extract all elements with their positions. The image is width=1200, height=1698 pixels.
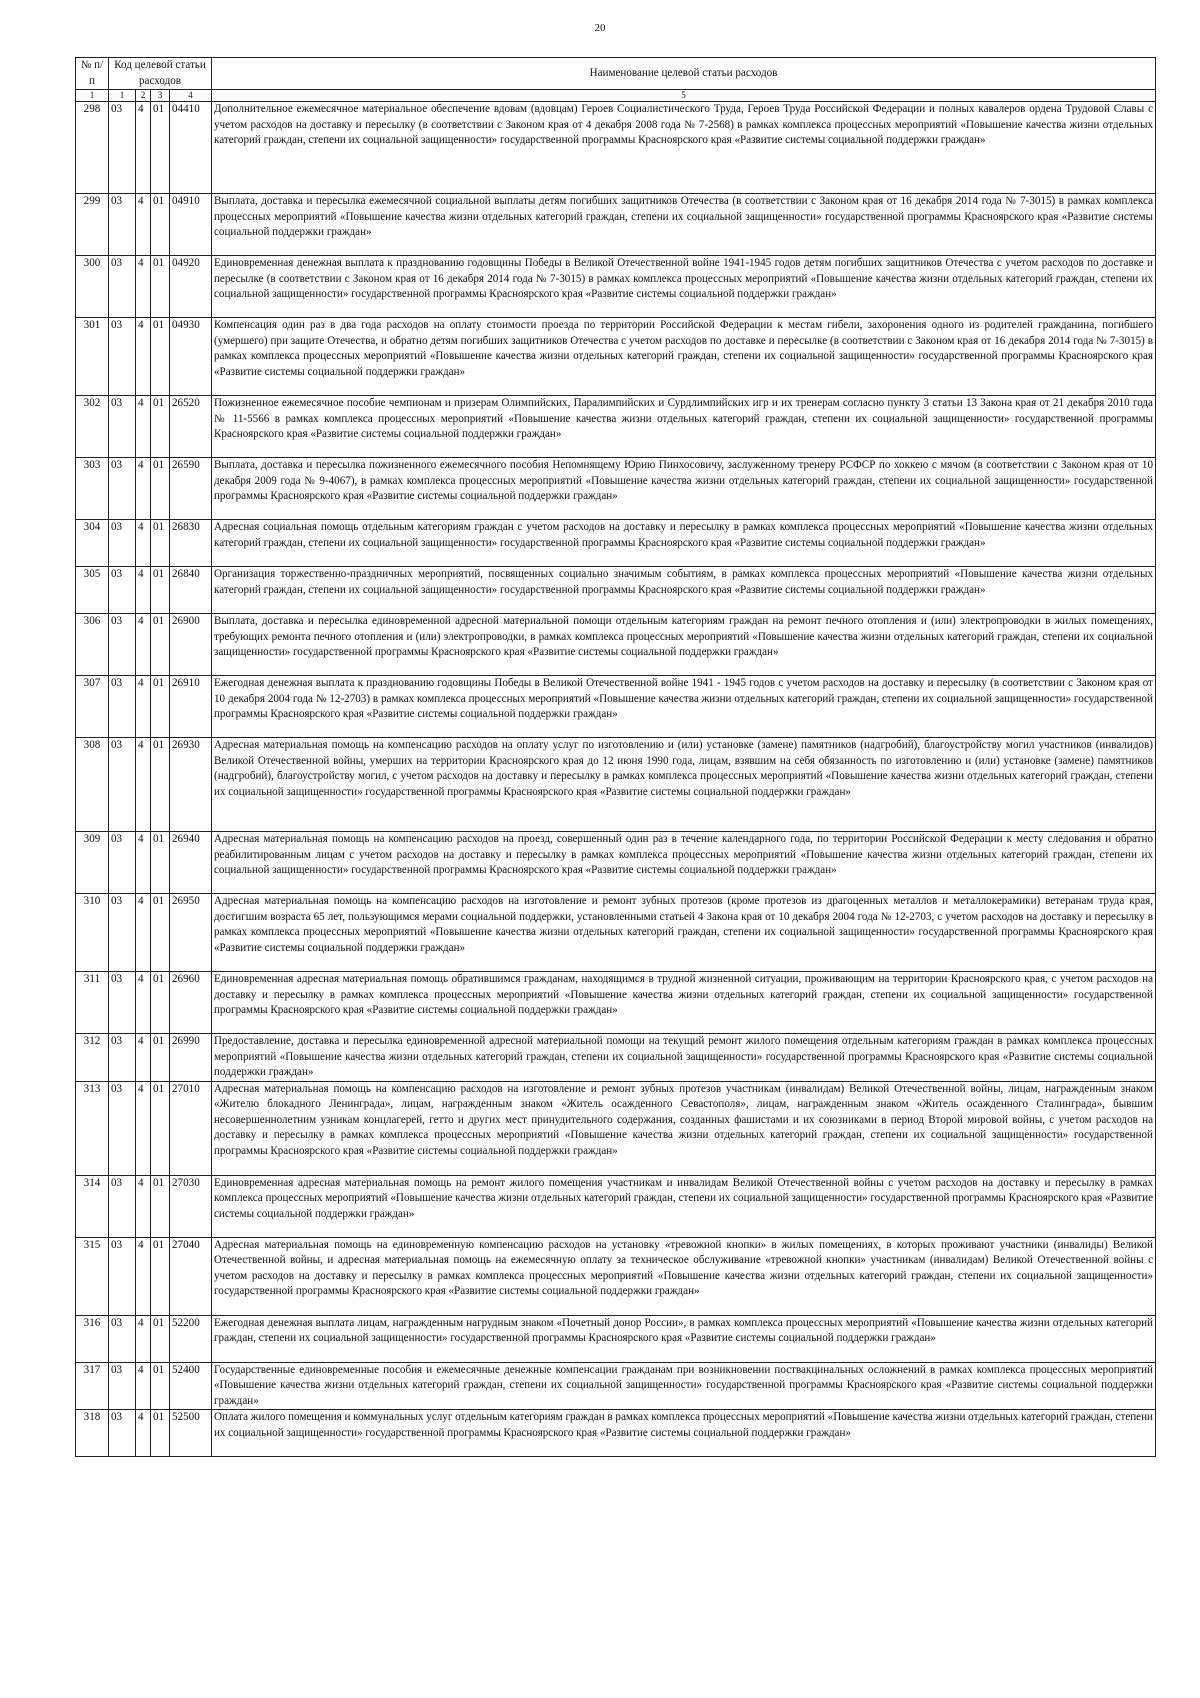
code-subprogram: 4	[136, 458, 151, 520]
code-complex: 01	[151, 194, 170, 256]
row-number: 318	[76, 1410, 109, 1457]
code-subprogram: 4	[136, 894, 151, 972]
table-row	[76, 894, 1156, 972]
table-row	[76, 738, 1156, 832]
table-row	[76, 1237, 1156, 1315]
code-complex: 01	[151, 832, 170, 894]
code-direction: 26900	[170, 614, 212, 676]
article-name: Государственные единовременные пособия и ежемесячные денежные компенсации гражданам при возникновении поствакцинальных осложнений в рамках комплекса процессных мероприятий «Повышение качества жизни отдельных категорий граждан, степени их социальной защищенности» государственной программы Красноярского края «Развитие системы социальной поддержки граждан»	[212, 1362, 1156, 1410]
column-number: 5	[212, 90, 1156, 102]
code-complex: 01	[151, 396, 170, 458]
row-number: 312	[76, 1034, 109, 1082]
article-name: Адресная материальная помощь на компенсацию расходов на изготовление и ремонт зубных протезов участникам (инвалидам) Великой Отечественной войны, лицам, награжденным знаком «Жителю блокадного Ленинграда», лицам, награжденным знаком «Житель осажденного Севастополя», лицам, награжденным знаком «Житель осажденного Сталинграда», бывшим несовершеннолетним узникам концлагерей, гетто и других мест принудительного содержания, созданных фашистами и их союзниками в период Второй мировой войны, с учетом расходов на доставку и пересылку в рамках комплекса процессных мероприятий «Повышение качества жизни отдельных категорий граждан, степени их социальной защищенности» государственной программы Красноярского края «Развитие системы социальной поддержки граждан»	[212, 1081, 1156, 1175]
row-number: 300	[76, 256, 109, 318]
code-subprogram: 4	[136, 520, 151, 567]
code-program: 03	[109, 1175, 136, 1237]
code-subprogram: 4	[136, 102, 151, 194]
row-number: 316	[76, 1315, 109, 1362]
code-direction: 52400	[170, 1362, 212, 1410]
code-program: 03	[109, 614, 136, 676]
row-number: 303	[76, 458, 109, 520]
code-program: 03	[109, 318, 136, 396]
code-direction: 26940	[170, 832, 212, 894]
article-name: Предоставление, доставка и пересылка единовременной адресной материальной помощи на текущий ремонт жилого помещения отдельным категориям граждан в рамках комплекса процессных мероприятий «Повышение качества жизни отдельных категорий граждан, степени их социальной защищенности» государственной программы Красноярского края «Развитие системы социальной поддержки граждан»	[212, 1034, 1156, 1082]
code-direction: 26930	[170, 738, 212, 832]
column-number: 1	[109, 90, 136, 102]
code-complex: 01	[151, 972, 170, 1034]
article-name: Пожизненное ежемесячное пособие чемпионам и призерам Олимпийских, Паралимпийских и Сурдлимпийских игр и их тренерам согласно пункту 3 статьи 13 Закона края от 21 декабря 2010 года № 11-5566 в рамках комплекса процессных мероприятий «Повышение качества жизни отдельных категорий граждан, степени их социальной защищенности» государственной программы Красноярского края «Развитие системы социальной поддержки граждан»	[212, 396, 1156, 458]
row-number: 317	[76, 1362, 109, 1410]
code-complex: 01	[151, 520, 170, 567]
article-name: Оплата жилого помещения и коммунальных услуг отдельным категориям граждан в рамках комплекса процессных мероприятий «Повышение качества жизни отдельных категорий граждан, степени их социальной защищенности» государственной программы Красноярского края «Развитие системы социальной поддержки граждан»	[212, 1410, 1156, 1457]
row-number: 309	[76, 832, 109, 894]
table-row	[76, 1081, 1156, 1175]
code-complex: 01	[151, 614, 170, 676]
article-name: Ежегодная денежная выплата к празднованию годовщины Победы в Великой Отечественной войне 1941 - 1945 годов с учетом расходов на доставку и пересылку (в соответствии с Законом края от 10 декабря 2004 года № 12-2703) в рамках комплекса процессных мероприятий «Повышение качества жизни отдельных категорий граждан, степени их социальной защищенности» государственной программы Красноярского края «Развитие системы социальной поддержки граждан»	[212, 676, 1156, 738]
table-row	[76, 396, 1156, 458]
code-subprogram: 4	[136, 676, 151, 738]
code-subprogram: 4	[136, 567, 151, 614]
code-direction: 27010	[170, 1081, 212, 1175]
code-subprogram: 4	[136, 1237, 151, 1315]
code-program: 03	[109, 1237, 136, 1315]
row-number: 307	[76, 676, 109, 738]
row-number: 298	[76, 102, 109, 194]
article-name: Адресная материальная помощь на компенсацию расходов на оплату услуг по изготовлению и (или) установке (замене) памятников (надгробий), благоустройству могил участников (инвалидов) Великой Отечественной войны, умерших на территории Красноярского края до 12 июня 1990 года, лицам, взявшим на себя обязанность по изготовлению и (или) установке (замене) памятников (надгробий), благоустройству могил, с учетом расходов на доставку и пересылку в рамках комплекса процессных мероприятий «Повышение качества жизни отдельных категорий граждан, степени их социальной защищенности» государственной программы Красноярского края «Развитие системы социальной поддержки граждан»	[212, 738, 1156, 832]
code-program: 03	[109, 458, 136, 520]
article-name: Адресная социальная помощь отдельным категориям граждан с учетом расходов на доставку и пересылку в рамках комплекса процессных мероприятий «Повышение качества жизни отдельных категорий граждан, степени их социальной защищенности» государственной программы Красноярского края «Развитие системы социальной поддержки граждан»	[212, 520, 1156, 567]
code-subprogram: 4	[136, 396, 151, 458]
table-row	[76, 1034, 1156, 1082]
row-number: 306	[76, 614, 109, 676]
row-number: 308	[76, 738, 109, 832]
code-program: 03	[109, 832, 136, 894]
code-program: 03	[109, 1410, 136, 1457]
table-row	[76, 567, 1156, 614]
table-row	[76, 614, 1156, 676]
code-subprogram: 4	[136, 832, 151, 894]
code-direction: 26590	[170, 458, 212, 520]
row-number: 313	[76, 1081, 109, 1175]
code-direction: 26830	[170, 520, 212, 567]
code-program: 03	[109, 520, 136, 567]
header-name: Наименование целевой статьи расходов	[212, 58, 1156, 90]
code-subprogram: 4	[136, 1081, 151, 1175]
code-program: 03	[109, 1315, 136, 1362]
article-name: Адресная материальная помощь на компенсацию расходов на изготовление и ремонт зубных протезов (кроме протезов из драгоценных металлов и металлокерамики) ветеранам труда края, достигшим возраста 65 лет, пользующимся мерами социальной поддержки, установленными статьей 4 Закона края от 10 декабря 2004 года № 12-2703, с учетом расходов на доставку и пересылку в рамках комплекса процессных мероприятий «Повышение качества жизни отдельных категорий граждан, степени их социальной защищенности» государственной программы Красноярского края «Развитие системы социальной поддержки граждан»	[212, 894, 1156, 972]
code-complex: 01	[151, 1081, 170, 1175]
code-direction: 26990	[170, 1034, 212, 1082]
code-direction: 04410	[170, 102, 212, 194]
code-complex: 01	[151, 567, 170, 614]
header-num: № п/п	[76, 58, 109, 90]
article-name: Выплата, доставка и пересылка пожизненного ежемесячного пособия Непомнящему Юрию Пинхосовичу, заслуженному тренеру РСФСР по хоккею с мячом (в соответствии с Законом края от 10 декабря 2009 года № 9-4067), в рамках комплекса процессных мероприятий «Повышение качества жизни отдельных категорий граждан, степени их социальной защищенности» государственной программы Красноярского края «Развитие системы социальной поддержки граждан»	[212, 458, 1156, 520]
article-name: Компенсация один раз в два года расходов на оплату стоимости проезда по территории Российской Федерации к местам гибели, захоронения одного из родителей гражданина, погибшего (умершего) при защите Отечества, и обратно детям погибших защитников Отечества с учетом расходов по доставке и пересылке (в соответствии с Законом края от 16 декабря 2014 года № 7-3015) в рамках комплекса процессных мероприятий «Повышение качества жизни отдельных категорий граждан, степени их социальной защищенности» государственной программы Красноярского края «Развитие системы социальной поддержки граждан»	[212, 318, 1156, 396]
article-name: Единовременная адресная материальная помощь на ремонт жилого помещения участникам и инвалидам Великой Отечественной войны с учетом расходов на доставку и пересылку в рамках комплекса процессных мероприятий «Повышение качества жизни отдельных категорий граждан, степени их социальной защищенности» государственной программы Красноярского края «Развитие системы социальной поддержки граждан»	[212, 1175, 1156, 1237]
row-number: 302	[76, 396, 109, 458]
column-number: 2	[136, 90, 151, 102]
code-program: 03	[109, 738, 136, 832]
budget-table	[75, 57, 1156, 1457]
code-direction: 04930	[170, 318, 212, 396]
code-subprogram: 4	[136, 1315, 151, 1362]
code-program: 03	[109, 396, 136, 458]
page-number: 20	[594, 22, 606, 34]
code-program: 03	[109, 102, 136, 194]
code-program: 03	[109, 676, 136, 738]
code-complex: 01	[151, 1315, 170, 1362]
code-subprogram: 4	[136, 256, 151, 318]
code-direction: 04920	[170, 256, 212, 318]
column-number: 1	[76, 90, 109, 102]
code-subprogram: 4	[136, 1362, 151, 1410]
row-number: 310	[76, 894, 109, 972]
code-subprogram: 4	[136, 972, 151, 1034]
header-code: Код целевой статьи расходов	[109, 58, 212, 90]
row-number: 299	[76, 194, 109, 256]
code-direction: 26950	[170, 894, 212, 972]
table-row	[76, 458, 1156, 520]
code-complex: 01	[151, 1362, 170, 1410]
code-complex: 01	[151, 102, 170, 194]
code-complex: 01	[151, 1034, 170, 1082]
row-number: 314	[76, 1175, 109, 1237]
code-complex: 01	[151, 256, 170, 318]
code-direction: 26910	[170, 676, 212, 738]
article-name: Единовременная денежная выплата к празднованию годовщины Победы в Великой Отечественной войне 1941-1945 годов детям погибших защитников Отечества с учетом расходов по доставке и пересылке (в соответствии с Законом края от 16 декабря 2014 года № 7-3015) в рамках комплекса процессных мероприятий «Повышение качества жизни отдельных категорий граждан, степени их социальной защищенности» государственной программы Красноярского края «Развитие системы социальной поддержки граждан»	[212, 256, 1156, 318]
code-direction: 04910	[170, 194, 212, 256]
article-name: Адресная материальная помощь на компенсацию расходов на проезд, совершенный один раз в течение календарного года, по территории Российской Федерации к месту следования и обратно реабилитированным лицам с учетом расходов на доставку и пересылку в рамках комплекса процессных мероприятий «Повышение качества жизни отдельных категорий граждан, степени их социальной защищенности» государственной программы Красноярского края «Развитие системы социальной поддержки граждан»	[212, 832, 1156, 894]
table-row	[76, 1175, 1156, 1237]
code-program: 03	[109, 894, 136, 972]
code-complex: 01	[151, 1175, 170, 1237]
table-row	[76, 832, 1156, 894]
table-row	[76, 1410, 1156, 1457]
code-complex: 01	[151, 318, 170, 396]
table-row	[76, 676, 1156, 738]
code-program: 03	[109, 567, 136, 614]
column-number: 3	[151, 90, 170, 102]
article-name: Организация торжественно-праздничных мероприятий, посвященных социально значимым событиям, в рамках комплекса процессных мероприятий «Повышение качества жизни отдельных категорий граждан, степени их социальной защищенности» государственной программы Красноярского края «Развитие системы социальной поддержки граждан»	[212, 567, 1156, 614]
code-direction: 52200	[170, 1315, 212, 1362]
row-number: 301	[76, 318, 109, 396]
row-number: 304	[76, 520, 109, 567]
code-complex: 01	[151, 458, 170, 520]
code-complex: 01	[151, 738, 170, 832]
table-row	[76, 256, 1156, 318]
code-complex: 01	[151, 1237, 170, 1315]
code-program: 03	[109, 1081, 136, 1175]
article-name: Выплата, доставка и пересылка ежемесячной социальной выплаты детям погибших защитников Отечества (в соответствии с Законом края от 16 декабря 2014 года № 7-3015) в рамках комплекса процессных мероприятий «Повышение качества жизни отдельных категорий граждан, степени их социальной защищенности» государственной программы Красноярского края «Развитие системы социальной поддержки граждан»	[212, 194, 1156, 256]
code-subprogram: 4	[136, 1175, 151, 1237]
code-direction: 27030	[170, 1175, 212, 1237]
code-program: 03	[109, 194, 136, 256]
row-number: 305	[76, 567, 109, 614]
code-direction: 52500	[170, 1410, 212, 1457]
article-name: Адресная материальная помощь на единовременную компенсацию расходов на установку «тревожной кнопки» в жилых помещениях, в которых проживают участники (инвалиды) Великой Отечественной войны, и адресная материальная помощь на ежемесячную оплату за техническое обслуживание «тревожной кнопки» участникам (инвалидам) Великой Отечественной войны с учетом расходов на доставку и пересылку в рамках комплекса процессных мероприятий «Повышение качества жизни отдельных категорий граждан, степени их социальной защищенности» государственной программы Красноярского края «Развитие системы социальной поддержки граждан»	[212, 1237, 1156, 1315]
article-name: Ежегодная денежная выплата лицам, награжденным нагрудным знаком «Почетный донор России», в рамках комплекса процессных мероприятий «Повышение качества жизни отдельных категорий граждан, степени их социальной защищенности» государственной программы Красноярского края «Развитие системы социальной поддержки граждан»	[212, 1315, 1156, 1362]
code-subprogram: 4	[136, 1034, 151, 1082]
table-row	[76, 1315, 1156, 1362]
code-direction: 26840	[170, 567, 212, 614]
code-complex: 01	[151, 676, 170, 738]
code-subprogram: 4	[136, 738, 151, 832]
code-program: 03	[109, 1034, 136, 1082]
article-name: Единовременная адресная материальная помощь обратившимся гражданам, находящимся в трудной жизненной ситуации, проживающим на территории Красноярского края, с учетом расходов на доставку и пересылку в рамках комплекса процессных мероприятий «Повышение качества жизни отдельных категорий граждан, степени их социальной защищенности» государственной программы Красноярского края «Развитие системы социальной поддержки граждан»	[212, 972, 1156, 1034]
code-complex: 01	[151, 1410, 170, 1457]
code-program: 03	[109, 1362, 136, 1410]
table-row	[76, 102, 1156, 194]
code-direction: 26520	[170, 396, 212, 458]
table-row	[76, 318, 1156, 396]
code-program: 03	[109, 972, 136, 1034]
table-row	[76, 520, 1156, 567]
code-subprogram: 4	[136, 1410, 151, 1457]
code-direction: 27040	[170, 1237, 212, 1315]
table-body	[76, 102, 1156, 1457]
table-row	[76, 972, 1156, 1034]
article-name: Выплата, доставка и пересылка единовременной адресной материальной помощи отдельным категориям граждан на ремонт печного отопления и (или) электропроводки в жилых помещениях, требующих ремонта печного отопления и (или) электропроводки, в рамках комплекса процессных мероприятий «Повышение качества жизни отдельных категорий граждан, степени их социальной защищенности» государственной программы Красноярского края «Развитие системы социальной поддержки граждан»	[212, 614, 1156, 676]
row-number: 315	[76, 1237, 109, 1315]
column-number: 4	[170, 90, 212, 102]
article-name: Дополнительное ежемесячное материальное обеспечение вдовам (вдовцам) Героев Социалистического Труда, Героев Труда Российской Федерации и полных кавалеров ордена Трудовой Славы с учетом расходов на доставку и пересылку (в соответствии с Законом края от 4 декабря 2008 года № 7-2568) в рамках комплекса процессных мероприятий «Повышение качества жизни отдельных категорий граждан, степени их социальной защищенности» государственной программы Красноярского края «Развитие системы социальной поддержки граждан»	[212, 102, 1156, 194]
code-direction: 26960	[170, 972, 212, 1034]
row-number: 311	[76, 972, 109, 1034]
table-row	[76, 194, 1156, 256]
code-complex: 01	[151, 894, 170, 972]
code-subprogram: 4	[136, 194, 151, 256]
table-row	[76, 1362, 1156, 1410]
code-subprogram: 4	[136, 318, 151, 396]
code-subprogram: 4	[136, 614, 151, 676]
code-program: 03	[109, 256, 136, 318]
